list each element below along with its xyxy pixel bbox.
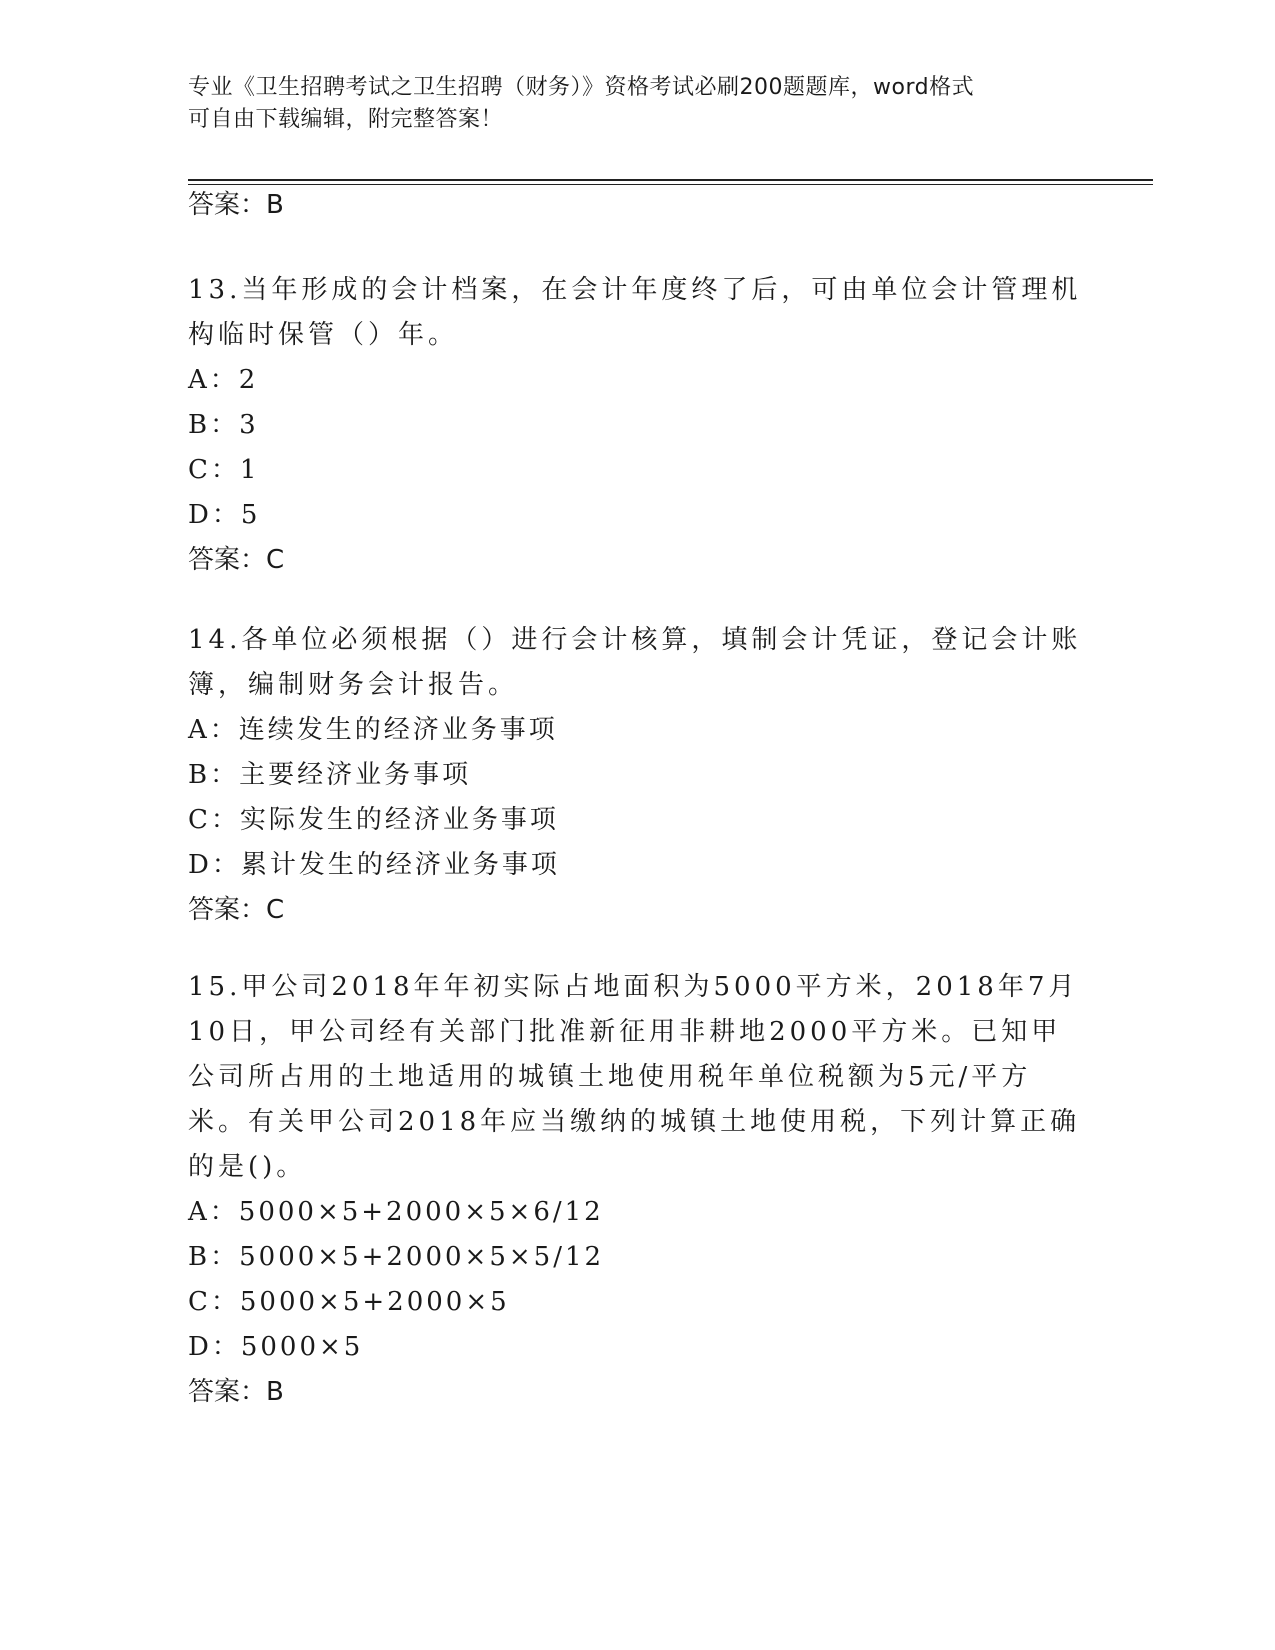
header-line-1: 专业《卫生招聘考试之卫生招聘（财务）》资格考试必刷200题题库，word格式 [188, 75, 975, 100]
header-divider-thin [188, 184, 1153, 185]
option-b: B：3 [188, 410, 259, 440]
option-a: A：2 [188, 365, 259, 395]
question-14 [188, 618, 1088, 933]
question-15 [188, 965, 1088, 1415]
option-d: D：5 [188, 500, 261, 530]
question-text: 13.当年形成的会计档案，在会计年度终了后，可由单位会计管理机构临时保管（）年。 [188, 275, 1082, 350]
option-c: C：实际发生的经济业务事项 [188, 805, 559, 835]
question-text: 14.各单位必须根据（）进行会计核算，填制会计凭证，登记会计账簿，编制财务会计报告。 [188, 625, 1082, 700]
option-b: B：主要经济业务事项 [188, 760, 472, 790]
option-a: A：5000×5+2000×5×6/12 [188, 1197, 604, 1227]
option-c: C：1 [188, 455, 260, 485]
question-13 [188, 268, 1088, 583]
answer: 答案：C [188, 545, 285, 575]
option-b: B：5000×5+2000×5×5/12 [188, 1242, 605, 1272]
option-d: D：累计发生的经济业务事项 [188, 850, 560, 880]
option-a: A：连续发生的经济业务事项 [188, 715, 558, 745]
document-header [188, 72, 1088, 136]
header-line-2: 可自由下载编辑，附完整答案！ [188, 107, 504, 132]
answer: 答案：B [188, 1377, 284, 1407]
answer: 答案：C [188, 895, 285, 925]
option-c: C：5000×5+2000×5 [188, 1287, 510, 1317]
header-divider-thick [188, 179, 1153, 181]
previous-answer: 答案：B [188, 190, 284, 220]
question-text: 15.甲公司2018年年初实际占地面积为5000平方米，2018年7月10日，甲公司经有关部门批准新征用非耕地2000平方米。已知甲公司所占用的土地适用的城镇土地使用税年单位税额为5元/平方米。有关甲公司2018年应当缴纳的城镇土地使用税，下列计算正确的是()。 [188, 972, 1081, 1182]
option-d: D：5000×5 [188, 1332, 364, 1362]
